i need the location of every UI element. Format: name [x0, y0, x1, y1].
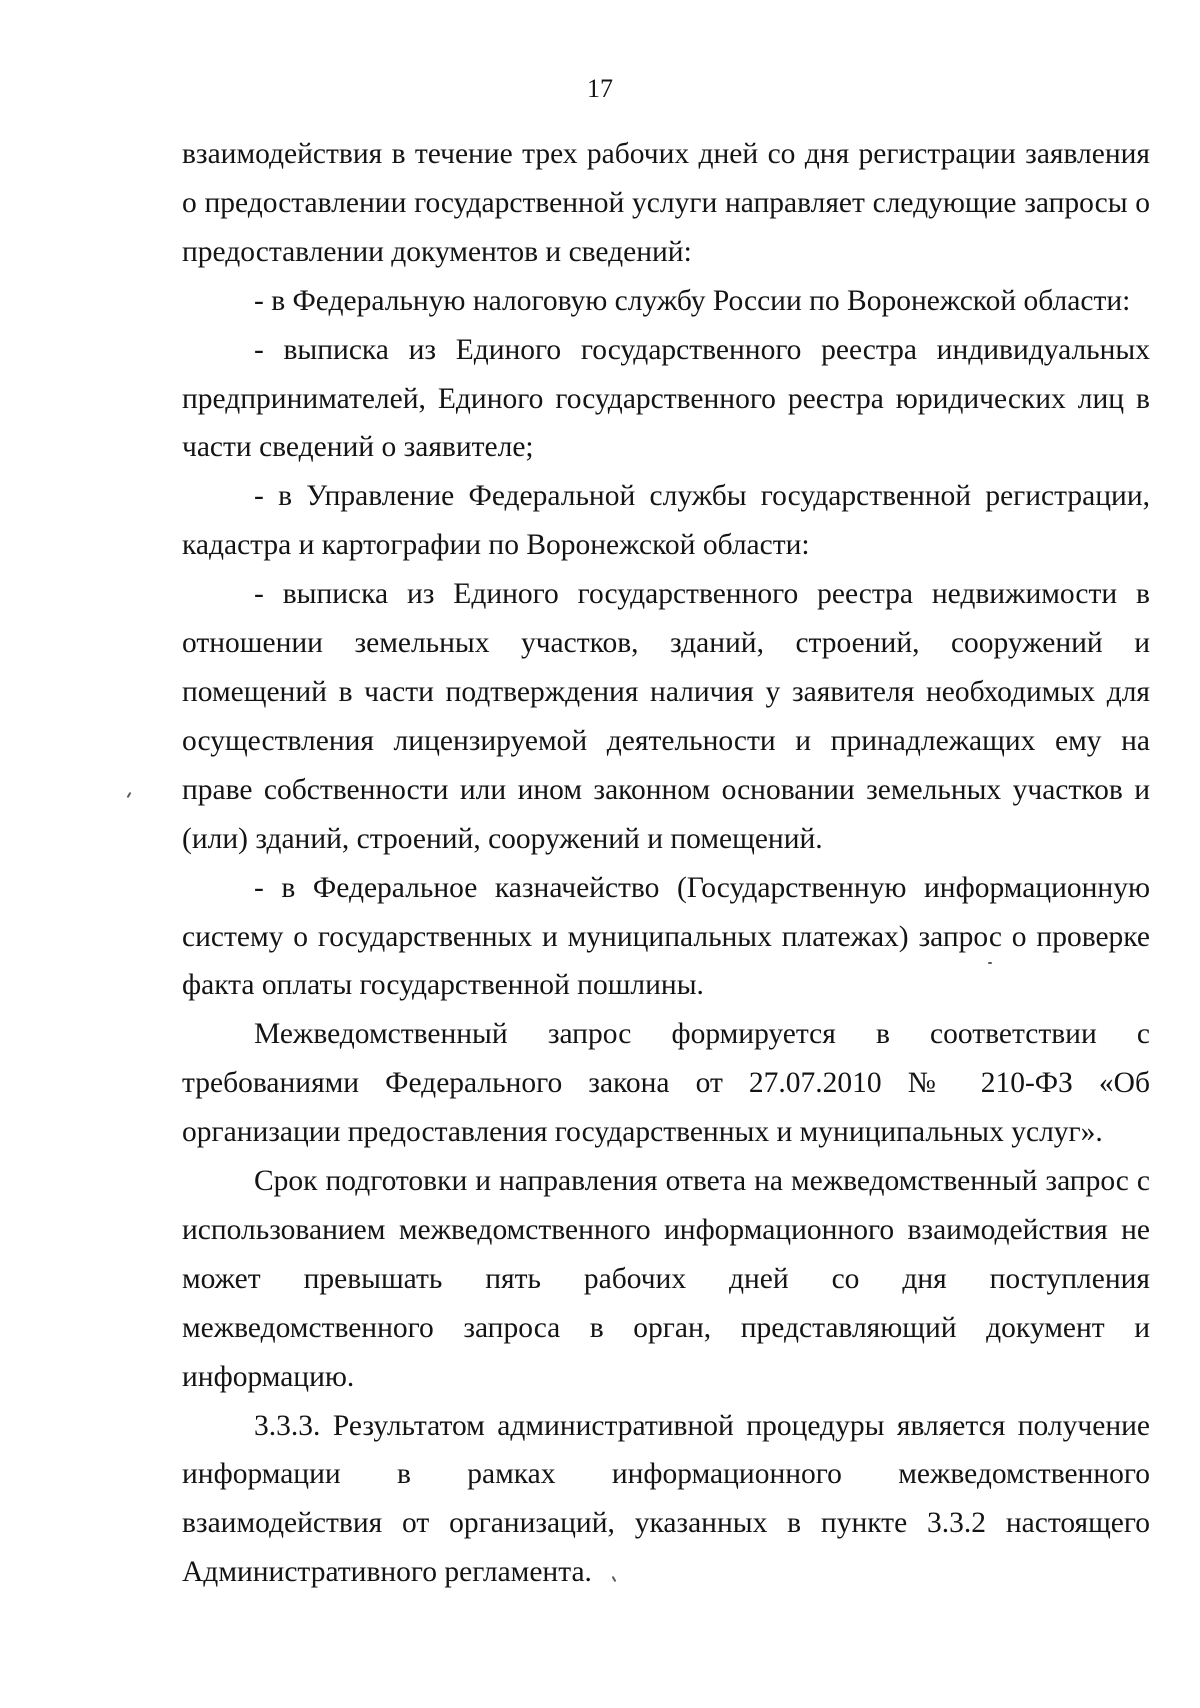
paragraph-interagency-request: Межведомственный запрос формируется в соответствии с требованиями Федерального закона от 27.07.2010 № 210-ФЗ «Об организации предоставления государственных и муниципальных услуг». [182, 1018, 1150, 1149]
paragraph-egrip-egrul-extract: - выписка из Единого государственного реестра индивидуальных предпринимателей, Единого государственного реестра юридических лиц в части сведений о заявителе; [182, 333, 1150, 464]
scan-speck [988, 962, 992, 964]
paragraph-rosreestr-request: - в Управление Федеральной службы государственной регистрации, кадастра и картографии по Воронежской области: [182, 480, 1150, 562]
paragraph-fns-request: - в Федеральную налоговую службу России по Воронежской области: [254, 284, 1131, 317]
paragraph-continuation: взаимодействия в течение трех рабочих дней со дня регистрации заявления о предоставлении государственной услуги направляет следующие запросы о предоставлении документов и сведений: [182, 138, 1150, 268]
paragraph-treasury-request: - в Федеральное казначейство (Государственную информационную систему о государственных и муниципальных платежах) запрос о проверке факта оплаты государственной пошлины. [182, 871, 1150, 1002]
paragraph-egrn-extract: - выписка из Единого государственного реестра недвижимости в отношении земельных участков, зданий, строений, сооружений и помещений в части подтверждения наличия у заявителя необходимых для осуществления лицензируемой деятельности и принадлежащих ему на праве собственности или ином законном основании земельных участков и (или) зданий, строений, сооружений и помещений. [182, 578, 1150, 855]
paragraph-procedure-result: 3.3.3. Результатом административной процедуры является получение информации в рамках информационного межведомственного взаимодействия от организаций, указанных в пункте 3.3.2 настоящего Административного регламента. [182, 1409, 1150, 1589]
page-number: 17 [587, 74, 613, 103]
scan-speck [127, 792, 132, 798]
document-body [182, 130, 1150, 1597]
paragraph-response-deadline: Срок подготовки и направления ответа на межведомственный запрос с использованием межведомственного информационного взаимодействия не может превышать пять рабочих дней со дня поступления межведомственного запроса в орган, представляющий документ и информацию. [182, 1165, 1150, 1393]
